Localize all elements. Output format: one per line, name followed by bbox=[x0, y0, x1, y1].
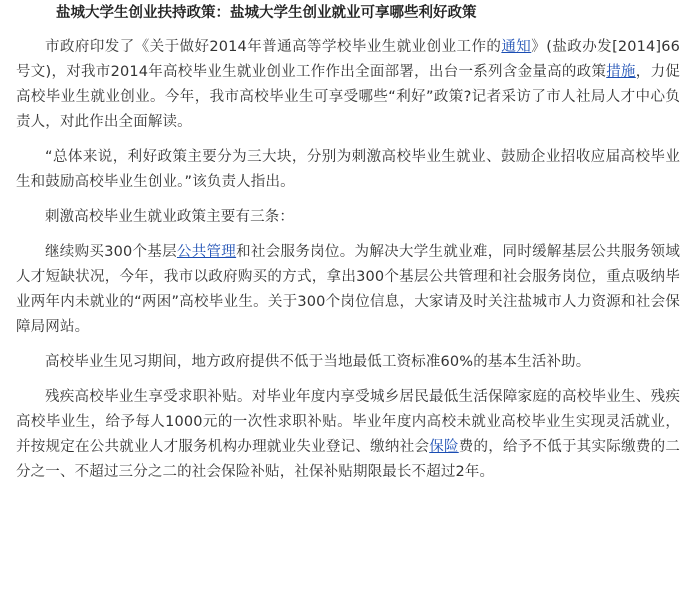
paragraph-text: 刺激高校毕业生就业政策主要有三条： bbox=[45, 209, 295, 225]
paragraph bbox=[16, 240, 680, 340]
paragraph-text: 继续购买300个基层 bbox=[45, 244, 177, 260]
article bbox=[16, 0, 680, 485]
paragraph-text: 高校毕业生见习期间，地方政府提供不低于当地最低工资标准60%的基本生活补助。 bbox=[45, 354, 591, 370]
paragraph-text: 和社会服务岗位。为解决大学生就业难，同时缓解基层公共服务领域人才短缺状况，今年，我市以政府购买的方式，拿出300个基层公共管理和社会服务岗位，重点吸纳毕业两年内未就业的“两困”高校毕业生。关于300个岗位信息，大家请及时关注盐城市人力资源和社会保障局网站。 bbox=[16, 244, 680, 335]
keyword-link[interactable]: 公共管理 bbox=[176, 244, 237, 260]
article-title: 盐城大学生创业扶持政策：盐城大学生创业就业可享哪些利好政策 bbox=[56, 5, 477, 21]
paragraph bbox=[16, 145, 680, 195]
paragraph bbox=[16, 385, 680, 485]
paragraph-text: 》(盐政办发[2014]66号文)，对我市2014年高校毕业生就业创业工作作出全面部署，出台一系列含金量高的政策 bbox=[16, 39, 680, 80]
paragraph-text: “总体来说，利好政策主要分为三大块，分别为刺激高校毕业生就业、鼓励企业招收应届高校毕业生和鼓励高校毕业生创业。”该负责人指出。 bbox=[16, 149, 680, 190]
keyword-link[interactable]: 保险 bbox=[429, 439, 459, 455]
paragraph bbox=[16, 350, 680, 375]
paragraph-text: 费的，给予不低于其实际缴费的二分之一、不超过三分之二的社会保险补贴，社保补贴期限最长不超过2年。 bbox=[16, 439, 680, 480]
keyword-link[interactable]: 措施 bbox=[606, 64, 636, 80]
paragraph-text: 残疾高校毕业生享受求职补贴。对毕业年度内享受城乡居民最低生活保障家庭的高校毕业生、残疾高校毕业生，给予每人1000元的一次性求职补贴。毕业年度内高校未就业高校毕业生实现灵活就业，并按规定在公共就业人才服务机构办理就业失业登记、缴纳社会 bbox=[16, 389, 680, 455]
paragraph-text: ，力促高校毕业生就业创业。今年，我市高校毕业生可享受哪些“利好”政策?记者采访了市人社局人才中心负责人，对此作出全面解读。 bbox=[16, 64, 680, 130]
paragraph bbox=[16, 35, 680, 135]
keyword-link[interactable]: 通知 bbox=[501, 39, 532, 55]
paragraph-text: 市政府印发了《关于做好2014年普通高等学校毕业生就业创业工作的 bbox=[45, 39, 502, 55]
article-body bbox=[16, 35, 680, 485]
paragraph bbox=[16, 205, 680, 230]
